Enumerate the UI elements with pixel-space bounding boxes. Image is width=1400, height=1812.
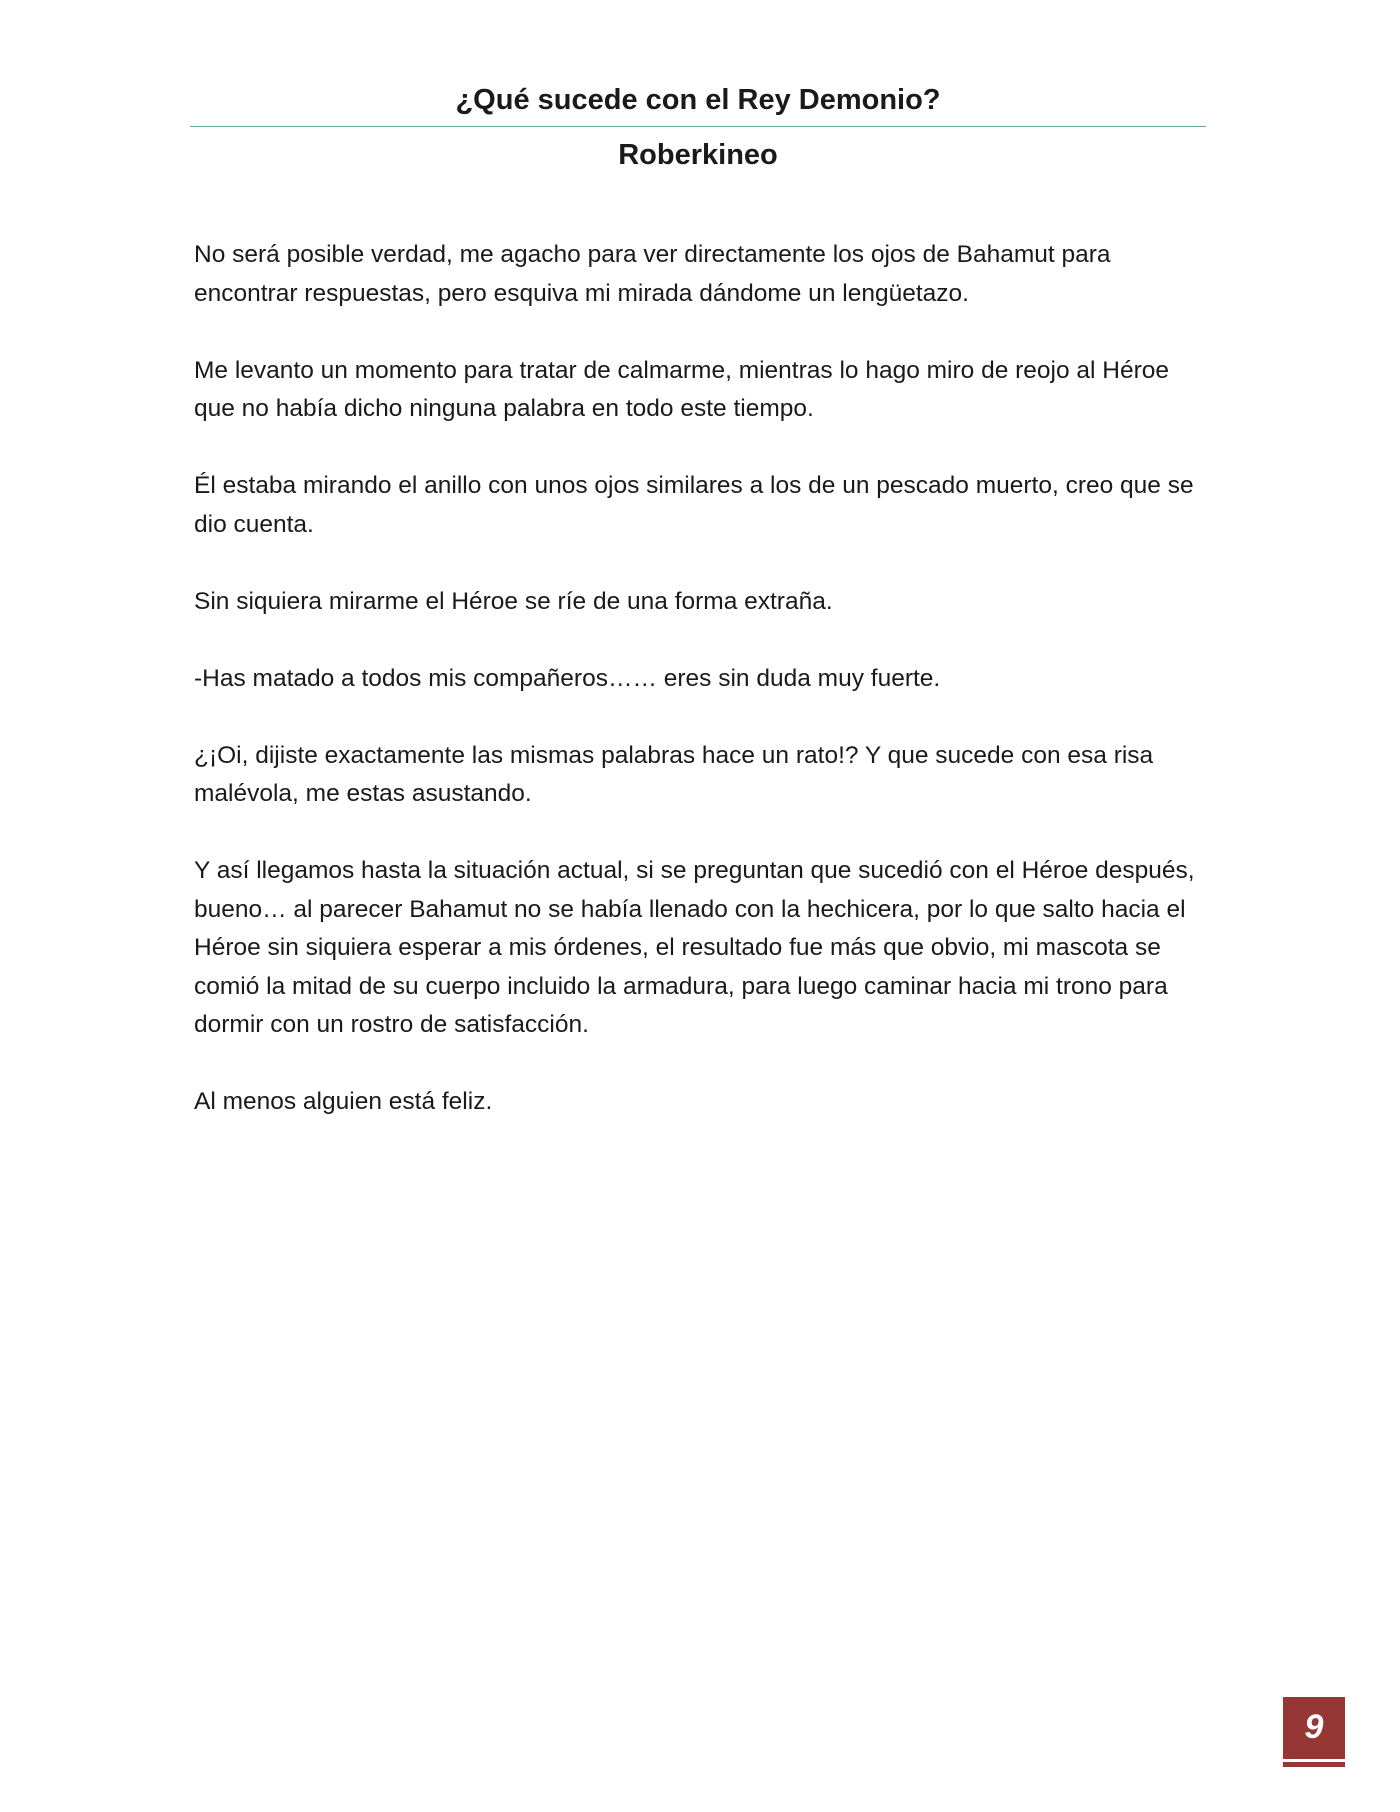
- header-divider: [190, 126, 1206, 127]
- paragraph: Él estaba mirando el anillo con unos ojos similares a los de un pescado muerto, creo que se dio cuenta.: [194, 472, 1194, 538]
- paragraph: Sin siquiera mirarme el Héroe se ríe de una forma extraña.: [194, 587, 833, 615]
- document-title: ¿Qué sucede con el Rey Demonio?: [455, 84, 941, 116]
- author-name: Roberkineo: [618, 139, 778, 171]
- body-text: [194, 236, 1206, 1160]
- paragraph: ¿¡Oi, dijiste exactamente las mismas palabras hace un rato!? Y que sucede con esa risa malévola, me estas asustando.: [194, 741, 1154, 807]
- page-number-underline: [1283, 1762, 1345, 1767]
- paragraph: No será posible verdad, me agacho para ver directamente los ojos de Bahamut para encontrar respuestas, pero esquiva mi mirada dándome un lengüetazo.: [194, 241, 1111, 307]
- paragraph: Al menos alguien está feliz.: [194, 1088, 493, 1115]
- page-header: [190, 78, 1206, 177]
- paragraph: -Has matado a todos mis compañeros…… eres sin duda muy fuerte.: [194, 664, 941, 692]
- page-number: 9: [1304, 1708, 1324, 1746]
- paragraph: Y así llegamos hasta la situación actual, si se preguntan que sucedió con el Héroe después, bueno… al parecer Bahamut no se había llenado con la hechicera, por lo que salto hacia el Héroe sin siquiera esperar a mis órdenes, el resultado fue más que obvio, mi mascota se comió la mitad de su cuerpo incluido la armadura, para luego caminar hacia mi trono para dormir con un rostro de satisfacción.: [194, 857, 1195, 1038]
- paragraph: Me levanto un momento para tratar de calmarme, mientras lo hago miro de reojo al Héroe que no había dicho ninguna palabra en todo este tiempo.: [194, 356, 1170, 422]
- page-number-badge: [1283, 1697, 1345, 1759]
